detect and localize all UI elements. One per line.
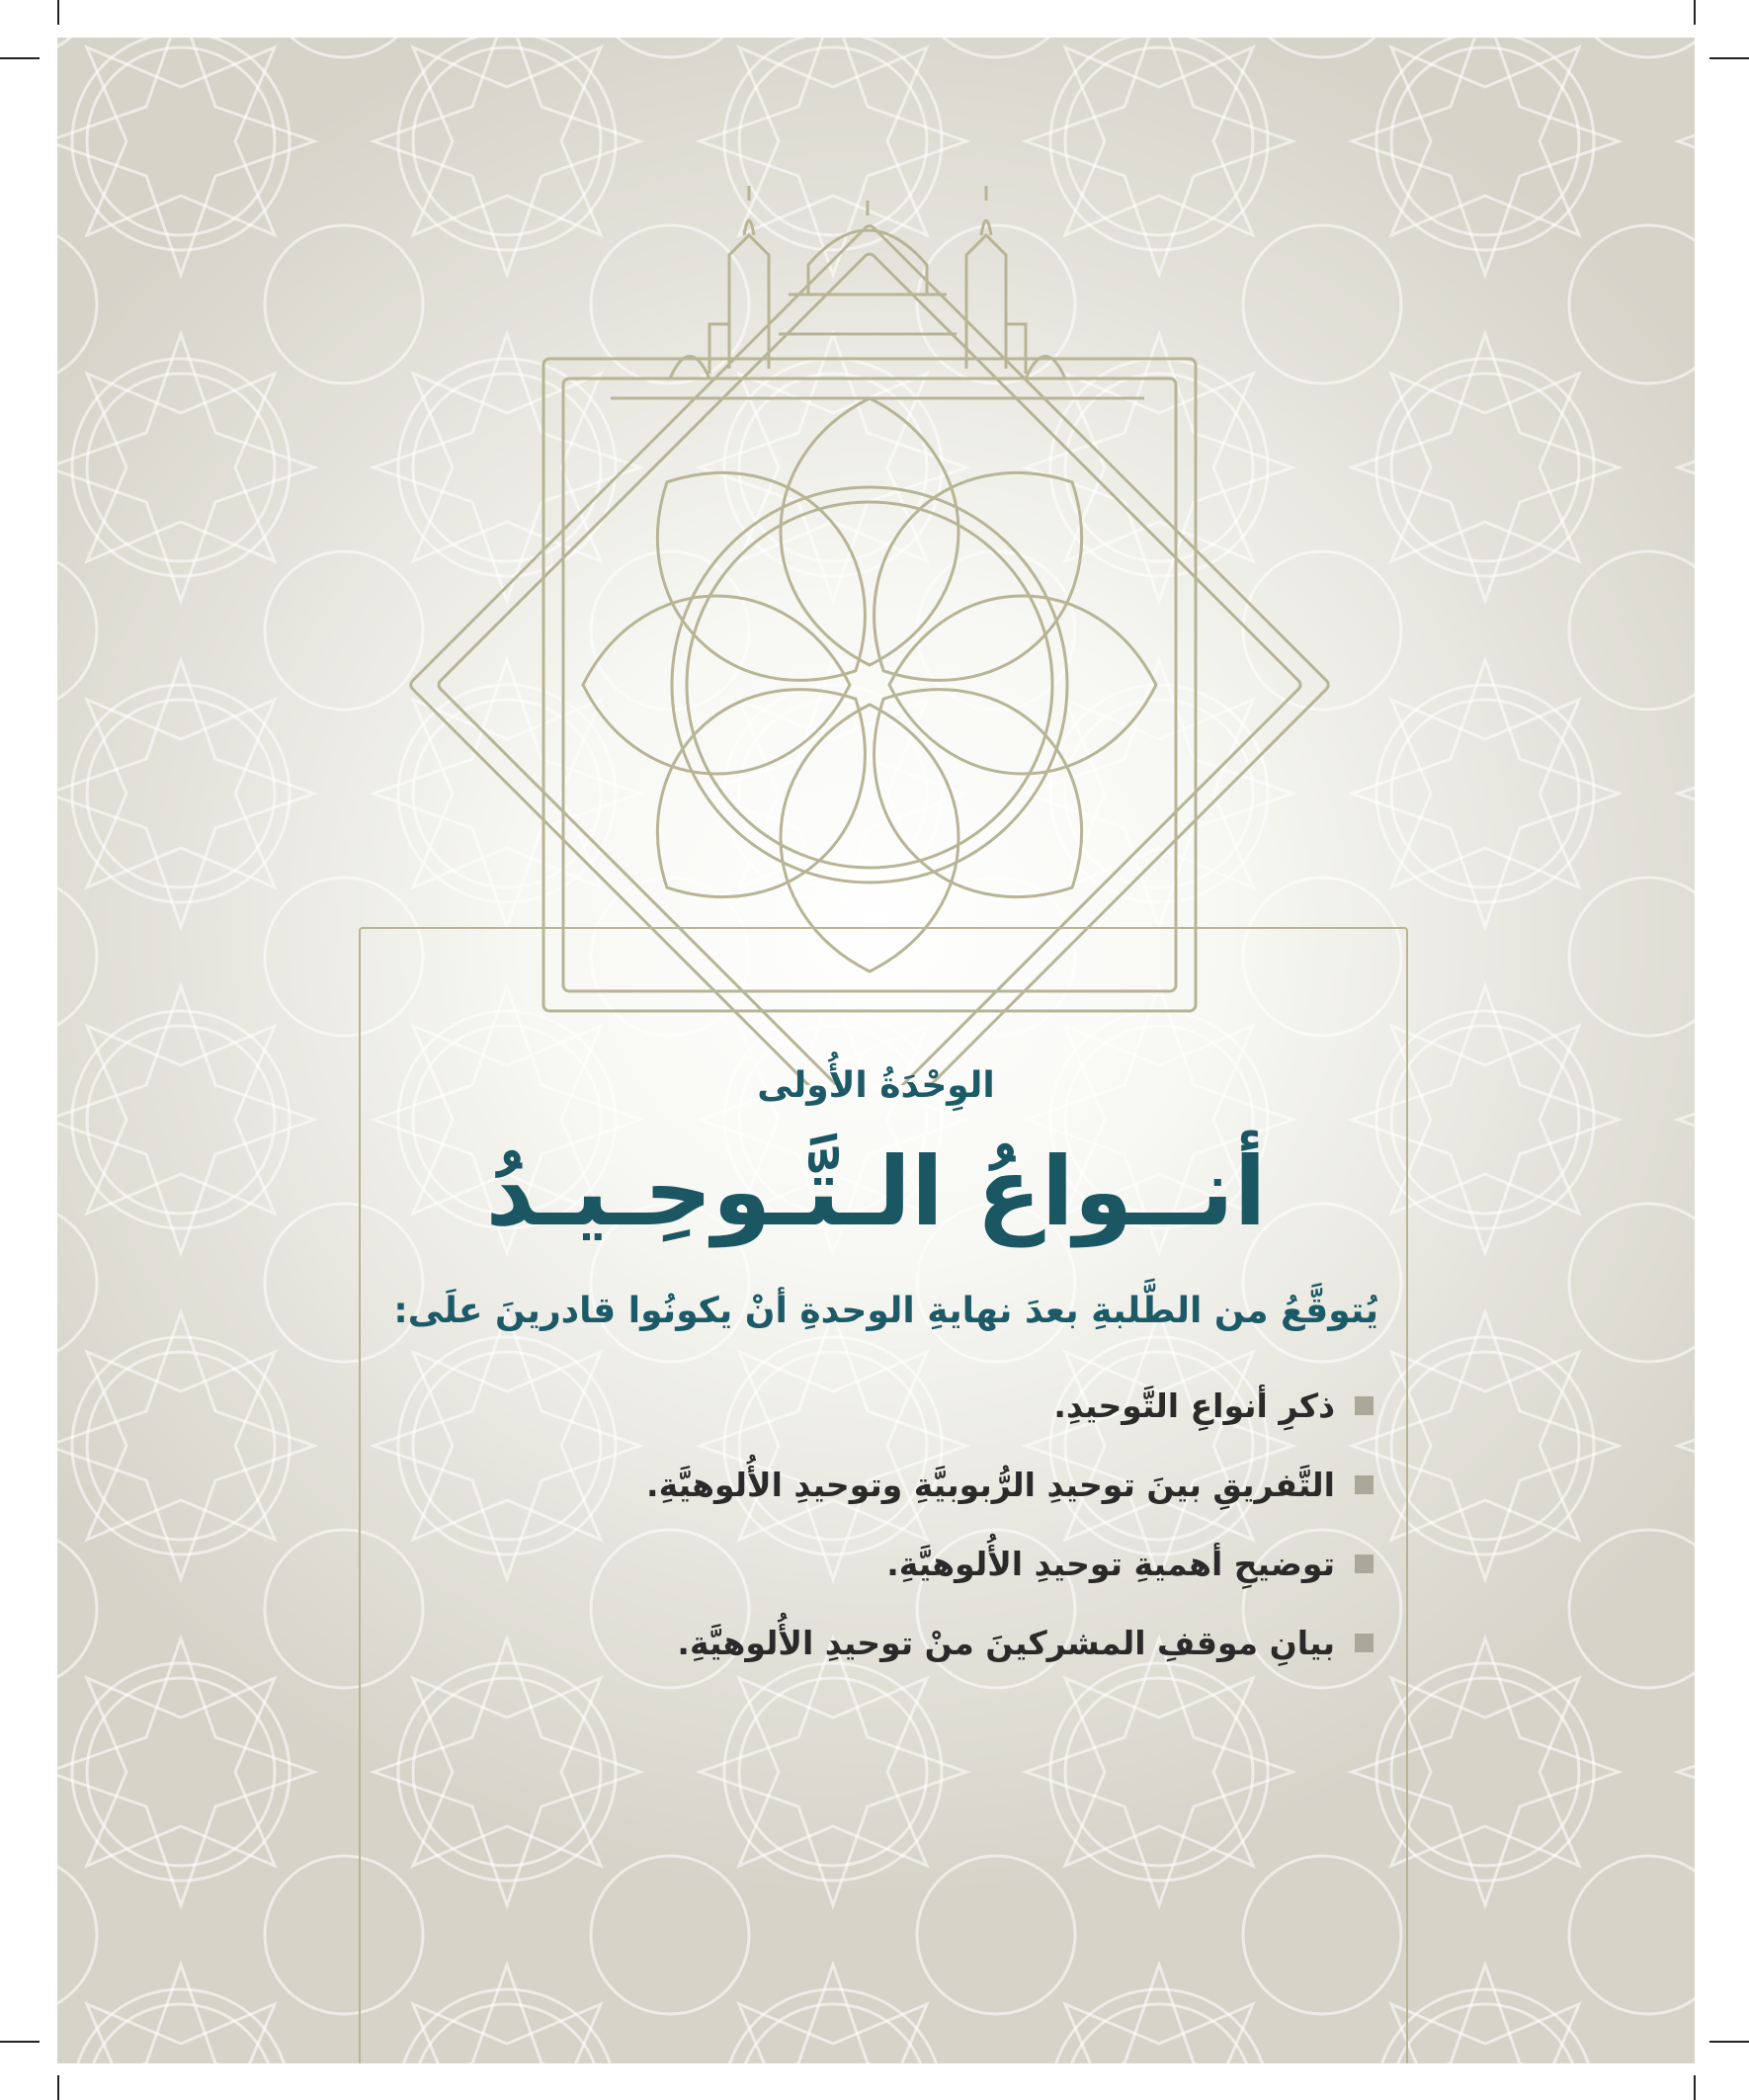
bullet-square-icon: [1355, 1475, 1374, 1494]
crop-mark: [0, 2041, 40, 2043]
objective-text: توضيحِ أهميةِ توحيدِ الأُلوهيَّةِ.: [886, 1544, 1335, 1583]
unit-label: الوِحْدَةُ الأُولى: [757, 1065, 995, 1106]
objective-text: ذكرِ أنواعِ التَّوحيدِ.: [1053, 1386, 1335, 1425]
list-item: [646, 1617, 1374, 1668]
crop-mark: [57, 2075, 59, 2100]
bullet-square-icon: [1355, 1554, 1374, 1573]
objectives-intro: يُتوقَّعُ من الطَّلبةِ بعدَ نهايةِ الوحدةِ أنْ يكونُوا قادرينَ علَى:: [393, 1291, 1378, 1331]
bullet-square-icon: [1355, 1634, 1374, 1652]
list-item: [646, 1459, 1374, 1510]
crop-mark: [0, 57, 40, 59]
list-item: [646, 1380, 1374, 1431]
mosque-icon: [611, 186, 1144, 398]
list-item: [646, 1538, 1374, 1589]
crop-mark: [1694, 0, 1696, 25]
emblem-ornament: [57, 38, 1695, 1085]
crop-mark: [1694, 2075, 1696, 2100]
unit-title: أنــواعُ الـتَّـوحِـيـدُ: [485, 1136, 1267, 1247]
unit-cover-page: [57, 38, 1695, 2063]
eight-petal-star-emblem: [583, 398, 1156, 971]
crop-mark: [1709, 2041, 1749, 2043]
crop-mark: [57, 0, 59, 25]
bullet-square-icon: [1355, 1396, 1374, 1415]
objectives-list: [646, 1380, 1374, 1696]
objective-text: التَّفريقِ بينَ توحيدِ الرُّبوبيَّةِ وتوحيدِ الأُلوهيَّةِ.: [646, 1465, 1335, 1504]
objective-text: بيانِ موقفِ المشركينَ منْ توحيدِ الأُلوهيَّةِ.: [677, 1623, 1335, 1662]
crop-mark: [1709, 57, 1749, 59]
